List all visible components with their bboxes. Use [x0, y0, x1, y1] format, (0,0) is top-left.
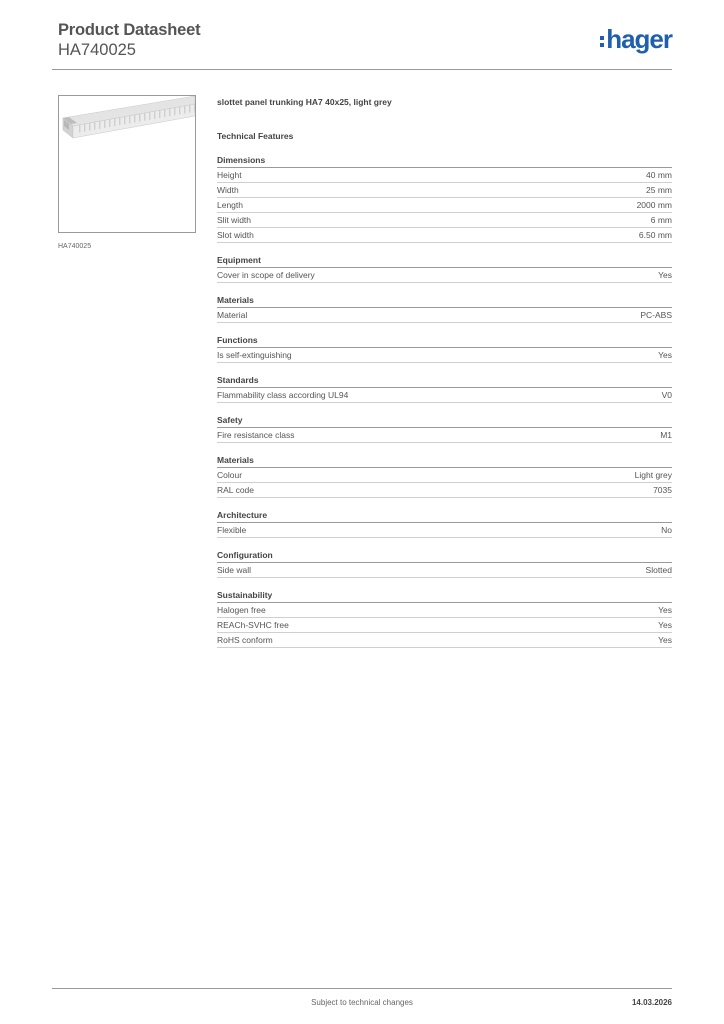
spec-row — [217, 348, 672, 363]
product-code: HA740025 — [58, 41, 136, 59]
spec-label: Width — [217, 185, 239, 195]
document-header — [58, 20, 200, 60]
datasheet-content — [217, 96, 672, 659]
logo-dots-icon — [600, 36, 604, 47]
trunking-illustration-icon — [59, 96, 195, 232]
product-image — [58, 95, 196, 233]
spec-row — [217, 428, 672, 443]
spec-row — [217, 183, 672, 198]
spec-label: Flammability class according UL94 — [217, 390, 349, 400]
section-title: Sustainability — [217, 589, 672, 603]
header-divider — [52, 69, 672, 70]
spec-value: 7035 — [653, 485, 672, 495]
spec-label: Cover in scope of delivery — [217, 270, 315, 280]
spec-value: V0 — [661, 390, 672, 400]
spec-row — [217, 213, 672, 228]
spec-value: 2000 mm — [636, 200, 672, 210]
spec-value: 25 mm — [646, 185, 672, 195]
section-materials — [217, 454, 672, 498]
spec-value: 6.50 mm — [638, 230, 672, 240]
spec-row — [217, 633, 672, 648]
section-title: Dimensions — [217, 154, 672, 168]
spec-label: Length — [217, 200, 243, 210]
spec-row — [217, 388, 672, 403]
spec-value: Yes — [658, 270, 672, 280]
section-title: Functions — [217, 334, 672, 348]
spec-row — [217, 228, 672, 243]
spec-label: Slot width — [217, 230, 254, 240]
spec-row — [217, 468, 672, 483]
spec-label: Is self-extinguishing — [217, 350, 292, 360]
section-functions — [217, 334, 672, 363]
section-title: Safety — [217, 414, 672, 428]
spec-label: Halogen free — [217, 605, 266, 615]
logo-wordmark: hager — [606, 24, 672, 54]
spec-label: RoHS conform — [217, 635, 273, 645]
spec-value: M1 — [660, 430, 672, 440]
section-materials — [217, 294, 672, 323]
feature-sections — [217, 154, 672, 648]
section-architecture — [217, 509, 672, 538]
spec-label: RAL code — [217, 485, 255, 495]
spec-label: Fire resistance class — [217, 430, 295, 440]
spec-value: 40 mm — [646, 170, 672, 180]
spec-label: Colour — [217, 470, 243, 480]
spec-value: Yes — [658, 350, 672, 360]
section-equipment — [217, 254, 672, 283]
spec-value: 6 mm — [650, 215, 672, 225]
spec-row — [217, 168, 672, 183]
section-title: Architecture — [217, 509, 672, 523]
footer-note: Subject to technical changes — [311, 998, 413, 1007]
footer-date: 14.03.2026 — [631, 998, 672, 1007]
spec-value: Slotted — [645, 565, 672, 575]
section-title: Configuration — [217, 549, 672, 563]
section-title: Materials — [217, 294, 672, 308]
footer-divider — [52, 988, 672, 989]
hager-logo — [600, 26, 672, 52]
spec-row — [217, 308, 672, 323]
product-description: slottet panel trunking HA7 40x25, light grey — [217, 97, 392, 107]
technical-features-heading: Technical Features — [217, 131, 294, 141]
spec-value: Yes — [658, 620, 672, 630]
spec-label: Flexible — [217, 525, 247, 535]
spec-value: No — [661, 525, 672, 535]
section-configuration — [217, 549, 672, 578]
spec-value: PC-ABS — [640, 310, 672, 320]
spec-row — [217, 618, 672, 633]
section-standards — [217, 374, 672, 403]
section-title: Materials — [217, 454, 672, 468]
spec-value: Light grey — [634, 470, 672, 480]
section-title: Standards — [217, 374, 672, 388]
spec-value: Yes — [658, 635, 672, 645]
spec-value: Yes — [658, 605, 672, 615]
spec-row — [217, 523, 672, 538]
spec-row — [217, 198, 672, 213]
document-title: Product Datasheet — [58, 21, 201, 39]
section-safety — [217, 414, 672, 443]
spec-label: REACh-SVHC free — [217, 620, 289, 630]
section-title: Equipment — [217, 254, 672, 268]
spec-row — [217, 483, 672, 498]
spec-label: Side wall — [217, 565, 252, 575]
spec-label: Height — [217, 170, 242, 180]
section-sustainability — [217, 589, 672, 648]
spec-row — [217, 603, 672, 618]
spec-row — [217, 563, 672, 578]
spec-row — [217, 268, 672, 283]
section-dimensions — [217, 154, 672, 243]
image-caption: HA740025 — [58, 243, 92, 250]
spec-label: Material — [217, 310, 248, 320]
spec-label: Slit width — [217, 215, 252, 225]
